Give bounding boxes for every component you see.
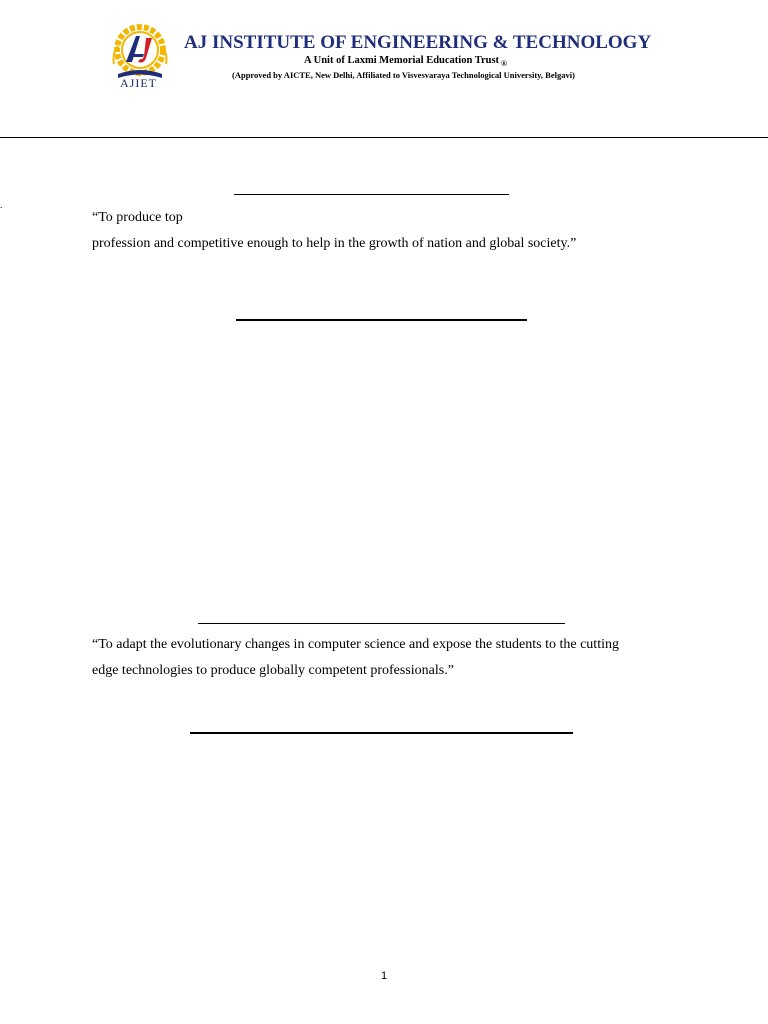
registered-mark: ® [501,59,508,68]
trust-line-text: A Unit of Laxmi Memorial Education Trust [304,55,500,66]
department-vision-text [92,632,682,684]
department-vision-line-2: edge technologies to produce globally competent professionals.” [92,663,454,678]
institute-vision-line-1: “To produce top [92,210,183,225]
department-mission-heading-underline [190,732,573,734]
document-header [0,0,768,140]
department-vision-line-1: “To adapt the evolutionary changes in computer science and expose the students to the cutting [92,637,619,652]
institute-mission-heading-underline [236,319,527,321]
header-divider [0,137,768,138]
institute-vision-heading-underline [234,194,509,195]
page-number: 1 [380,970,388,982]
logo-caption: AJIET [120,76,157,90]
approval-line: (Approved by AICTE, New Delhi, Affiliated to Visvesvaraya Technological University, Belgavi) [232,70,575,80]
stray-mark: . [0,200,3,210]
trust-line [304,55,507,68]
institute-vision-text [92,205,682,257]
department-vision-heading-underline [198,623,565,624]
institute-vision-line-2: profession and competitive enough to help in the growth of nation and global society.” [92,236,577,251]
institute-name: AJ INSTITUTE OF ENGINEERING & TECHNOLOGY [184,32,652,53]
